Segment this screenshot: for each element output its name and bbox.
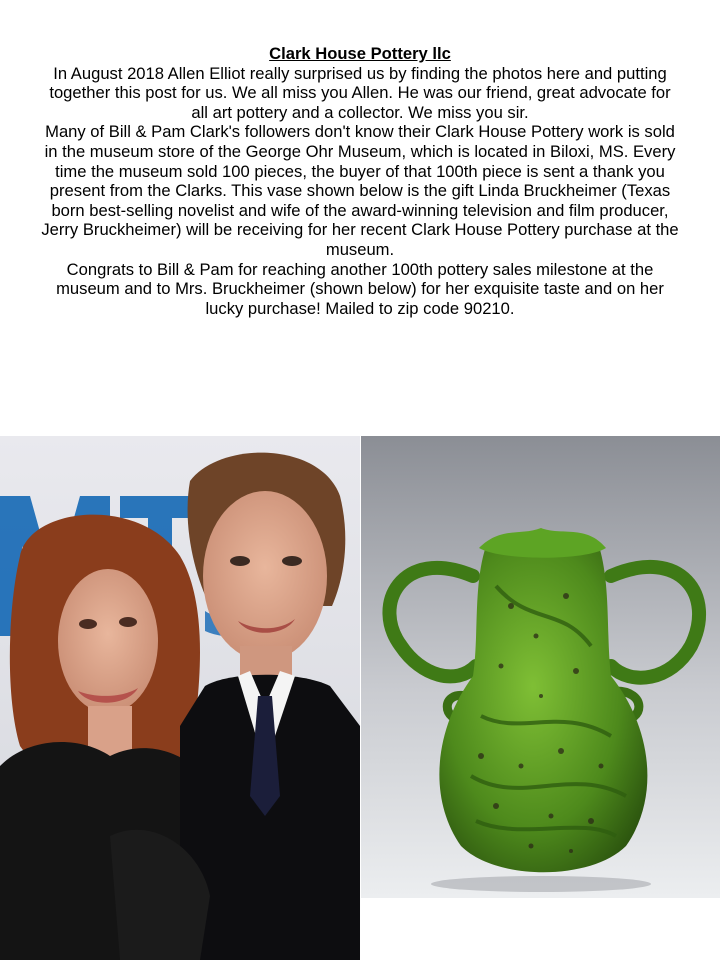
vase-photo xyxy=(361,436,720,898)
paragraph-congrats: Congrats to Bill & Pam for reaching another 100th pottery sales milestone at the museum and to Mrs. Bruckheimer (shown below) for her exquisite taste and on her lucky purchase! Mailed to zip code 90210. xyxy=(56,259,664,318)
post-text xyxy=(40,44,680,318)
paragraph-museum: Many of Bill & Pam Clark's followers don't know their Clark House Pottery work is sold in the museum store of the George Ohr Museum, which is located in Biloxi, MS. Every time the museum sold 100 pieces, the buyer of that 100th piece is sent a thank you present from the Clarks. This vase shown below is the gift Linda Bruckheimer (Texas born best-selling novelist and wife of the award-winning television and film producer, Jerry Bruckheimer) will be receiving for her recent Clark House Pottery purchase at the museum. xyxy=(41,122,679,259)
page-title: Clark House Pottery llc xyxy=(269,44,451,63)
couple-photo xyxy=(0,436,360,960)
paragraph-memorial: In August 2018 Allen Elliot really surprised us by finding the photos here and putting together this post for us. We all miss you Allen. He was our friend, great advocate for all art pottery and a collector. We miss you sir. xyxy=(49,63,671,122)
